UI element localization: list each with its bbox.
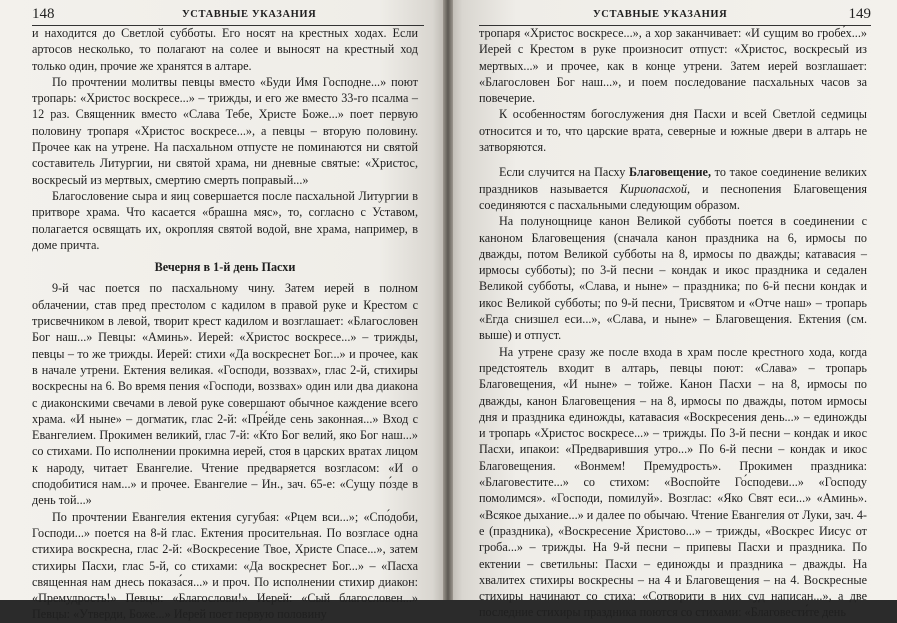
text-run: и песнопения Благовещения соединяются с пасхальными следующим образом. — [479, 181, 867, 212]
page-number: 149 — [848, 6, 871, 22]
paragraph: По прочтении Евангелия ектения сугубая: «Рцем вси...»; «Спо́доби, Господи...» поется на 8-й глас. Ектения просительная. По возгласе одна стихира воскресна, глас 2-й: «Воскресение Твое, Христе Спасе...», затем стихиры Пасхи, глас 5-й, со стихами: «Да воскреснет Бог...» – «Пасха священная нам днесь показа́ся...» и проч. По исполнении стихир диакон: «Премудрость!» Певцы: «Благослови!» Иерей: «Сый благословен...» Певцы: «Утверди, Боже...» Иерей поет первую половину — [32, 509, 418, 622]
right-page — [449, 0, 897, 620]
page-number: 148 — [32, 6, 55, 22]
paragraph-annunciation — [479, 164, 867, 213]
left-page-body — [32, 25, 418, 623]
text-run: то такое соединение великих праздников называется — [479, 165, 867, 196]
section-heading: Вечерня в 1-й день Пасхи — [154, 260, 296, 275]
paragraph: К особенностям богослужения дня Пасхи и всей Светлой седмицы относится и то, что царские врата, северные и южные двери в алтарь не затворяются. — [479, 107, 867, 155]
paragraph: По прочтении молитвы певцы вместо «Буди Имя Господне...» поют тропарь: «Христос воскресе...» – трижды, и его же вместо 33-го псалма – 12 раз. Священник вместо «Слава Тебе, Христе Боже...» поет первую половину тропаря «Христос воскресе...», а певцы – вторую половину. Прочее как на утрене. На пасхальном отпусте не поминаются ни святой составитель Литургии, ни святой храма, ни дневные святые: «Христос, воскресый из мертвых, смертию смерть поправый...» — [32, 74, 418, 187]
left-page-header — [32, 6, 424, 26]
paragraph: Благословение сыра и яиц совершается после пасхальной Литургии в притворе храма. Что касается «брашна мяс», то, согласно с Уставом, полагается освящать их, окропляя святой водой, вне храма, например, в доме причта. — [32, 188, 418, 252]
right-page-body — [479, 25, 867, 621]
paragraph: тропаря «Христос воскресе...», а хор заканчивает: «И сущим во гробе́х...» Иерей с Крестом в руке произносит отпуст: «Христос, воскресый из мертвых...» и прочее, как в конце утрени. Затем иерей возглашает: «Благословен Бог наш...», и поем последование пасхальных часов за повечерие. — [479, 26, 867, 106]
left-page — [0, 0, 446, 622]
book-gutter — [443, 0, 453, 600]
paragraph: На утрене сразу же после входа в храм после крестного хода, когда предстоятель входит в алтарь, певцы поют: «Слава» – тропарь Благовещения, «И ныне» – тойже. Канон Пасхи – на 8, ирмосы по дважды, канон Благовещения – на 8, ирмосы по дважды, потом ирмосы дня и праздника единожды, катавасия «Воскресения день...» – единожды и тропарь «Христос воскресе...» – трижды. По 3-й песни – кондак и икос Пасхи, ипакои: «Предварившия утро...» По 6-й песни – кондак и икос Благовещения. «Вонмем! Премудрость». Прокимен праздника: «Благовестите...» со стихом: «Воспойте Го́сподеви...» «Господу помолимся». «Господи, помилуй». Возглас: «Яко Свят еси...» «Аминь». «Всякое дыхание...» и далее по обычаю. Чтение Евангелия от Луки, зач. 4-е (праздника), «Воскресение Христово...» – трижды, «Воскрес Иисус от гроба...» – трижды. На 9-й песни – припевы Пасхи и праздника. По ектении – светильны: Пасхи – единожды и праздника – дважды. На хвалитех стихиры воскресны – на 4 и Благовещения – на 4. Воскресные стихиры начинают со стиха: «Сотворити в них суд написан...», а две последние стихиры праздника поются со стихами: «Благовести́те день — [479, 344, 867, 620]
text-run: Если случится на Пасху — [499, 165, 629, 180]
paragraph: 9-й час поется по пасхальному чину. Затем иерей в полном облачении, став пред престолом с кадилом в правой руке и Крестом с трисвечником в левой, творит крест кадилом и возглашает: «Благословен Бог наш...» Певцы: «Аминь». Иерей: «Христос воскресе...» – трижды, певцы – то же трижды. Иерей: стихи «Да воскреснет Бог...» и прочее, как в начале утрени. Ектения великая. «Господи, воззвах», глас 2-й, стихиры воскресны на 6. Во время пения «Господи, воззвах» один или два диакона с диаконскими свечами в левой руке совершают обычное каждение всего храма. «И ныне» – догматик, глас 2-й: «Пре́йде сень законная...» Вход с Евангелием. Прокимен великий, глас 7-й: «Кто Бог велий, яко Бог наш...» со стихами. По исполнении прокимна иерей, стоя в царских вратах лицом к народу, читает Евангелие. Чтение предваряется возгласом: «И о сподобитися нам...» и прочее. Евангелие – Ин., зач. 65-е: «Сущу по́зде в день той...» — [32, 281, 418, 508]
running-head: УСТАВНЫЕ УКАЗАНИЯ — [182, 9, 317, 20]
bold-term: Благовещение, — [628, 165, 711, 180]
paragraph: и находится до Светлой субботы. Его носят на крестных ходах. Если артосов несколько, то полагают на солее и выносят на крестный ход только один, прочие же хранятся в алтаре. — [32, 26, 418, 73]
running-head: УСТАВНЫЕ УКАЗАНИЯ — [593, 9, 728, 20]
right-page-header — [479, 6, 871, 26]
paragraph: На полунощнице канон Великой субботы поется в соединении с каноном Благовещения (сначала канон праздника на 6, ирмосы по дважды, потом Великой субботы на 8, ирмосы по дважды; катавасия – ирмосы субботы); по 3-й песни – кондак и икос праздника и седален Великой субботы, «Слава, и ныне» – праздника; по 6-й песни кондак и икос Великой субботы; по 9-й песни, Трисвятом и «Отче наш» – тропарь «Егда снизшел еси...», «Слава, и ныне» – Благовещения. Ектения (см. выше) и отпуст. — [479, 214, 867, 343]
italic-term: Кириопасхой, — [619, 181, 691, 196]
